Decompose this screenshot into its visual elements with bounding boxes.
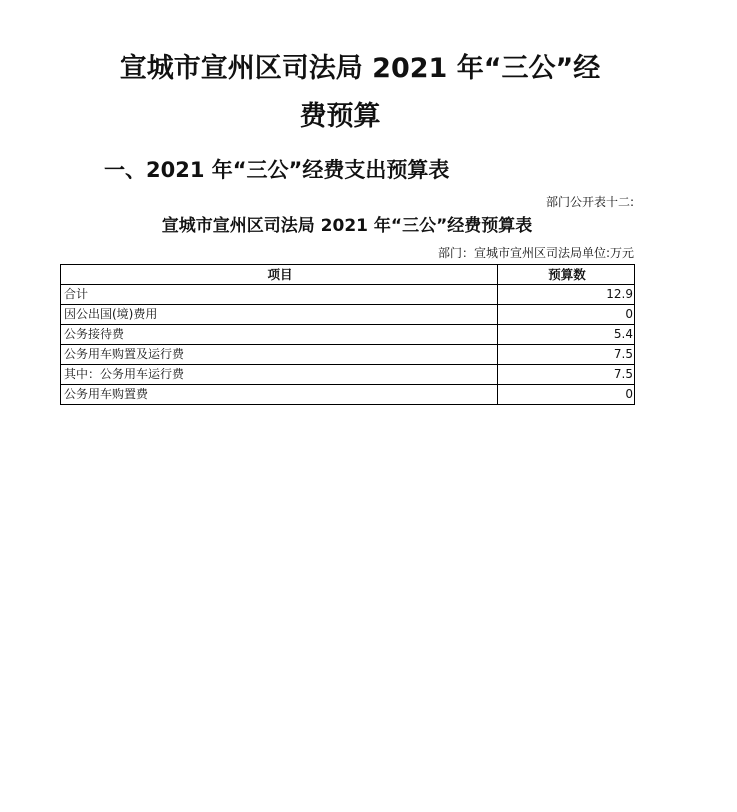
- row-amount: 12.9: [498, 285, 635, 305]
- row-amount: 5.4: [498, 325, 635, 345]
- row-amount: 7.5: [498, 345, 635, 365]
- budget-table: [60, 264, 635, 405]
- document-title-line1: 宣城市宣州区司法局 2021 年“三公”经: [119, 53, 601, 84]
- row-amount: 7.5: [498, 365, 635, 385]
- table-row: [61, 305, 635, 325]
- row-item: 公务用车购置费: [61, 385, 498, 405]
- table-row: [61, 385, 635, 405]
- row-item: 合计: [61, 285, 498, 305]
- table-title: 宣城市宣州区司法局 2021 年“三公”经费预算表: [161, 216, 533, 236]
- row-item: 公务接待费: [61, 325, 498, 345]
- table-row: [61, 365, 635, 385]
- table-row: [61, 345, 635, 365]
- row-item: 因公出国(境)费用: [61, 305, 498, 325]
- department-label: 部门：宣城市宣州区司法局: [437, 246, 582, 260]
- table-header-row: [61, 265, 635, 285]
- section-heading: 一、2021 年“三公”经费支出预算表: [104, 158, 450, 182]
- doc-number: 部门公开表十二:: [545, 195, 634, 209]
- row-amount: 0: [498, 385, 635, 405]
- document-title-line2: 费预算: [299, 101, 381, 132]
- header-amount: 预算数: [498, 265, 635, 285]
- header-item: 项目: [61, 265, 498, 285]
- table-row: [61, 325, 635, 345]
- row-item: 其中：公务用车运行费: [61, 365, 498, 385]
- unit-label: 单位:万元: [581, 246, 634, 260]
- row-amount: 0: [498, 305, 635, 325]
- row-item: 公务用车购置及运行费: [61, 345, 498, 365]
- table-row: [61, 285, 635, 305]
- department-unit-line: [438, 247, 634, 259]
